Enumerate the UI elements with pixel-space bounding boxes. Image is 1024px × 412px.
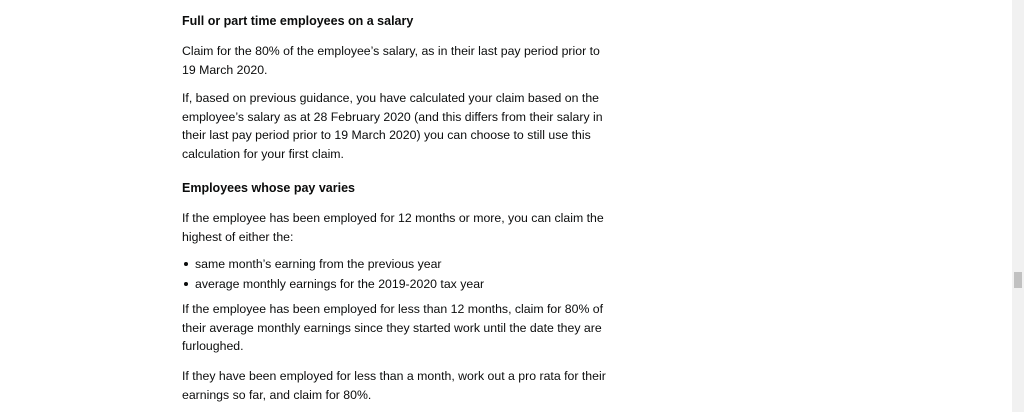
heading-pay-varies: Employees whose pay varies	[182, 181, 356, 195]
list-item: average monthly earnings for the 2019-2020 tax year	[182, 274, 610, 294]
paragraph-claim-80-percent: Claim for the 80% of the employee’s salary, as in their last pay period prior to 19 March 2020.	[182, 44, 600, 77]
scrollbar-thumb[interactable]	[1014, 272, 1022, 288]
paragraph-less-than-12-months: If the employee has been employed for less than 12 months, claim for 80% of their average monthly earnings since they started work until the date they are furloughed.	[182, 302, 604, 353]
vertical-scrollbar[interactable]	[1012, 0, 1024, 412]
bullet-list-earnings-options	[182, 254, 610, 294]
heading-salaried-employees: Full or part time employees on a salary	[182, 14, 414, 28]
list-item: same month’s earning from the previous year	[182, 254, 610, 274]
paragraph-less-than-a-month: If they have been employed for less than a month, work out a pro rata for their earnings so far, and claim for 80%.	[182, 369, 606, 402]
paragraph-previous-guidance: If, based on previous guidance, you have calculated your claim based on the employee’s salary as at 28 February 2020 (and this differs from their salary in their last pay period prior to 19 March 2020) you can choose to still use this calculation for your first claim.	[182, 91, 603, 161]
paragraph-employed-12-months: If the employee has been employed for 12 months or more, you can claim the highest of either the:	[182, 211, 604, 244]
